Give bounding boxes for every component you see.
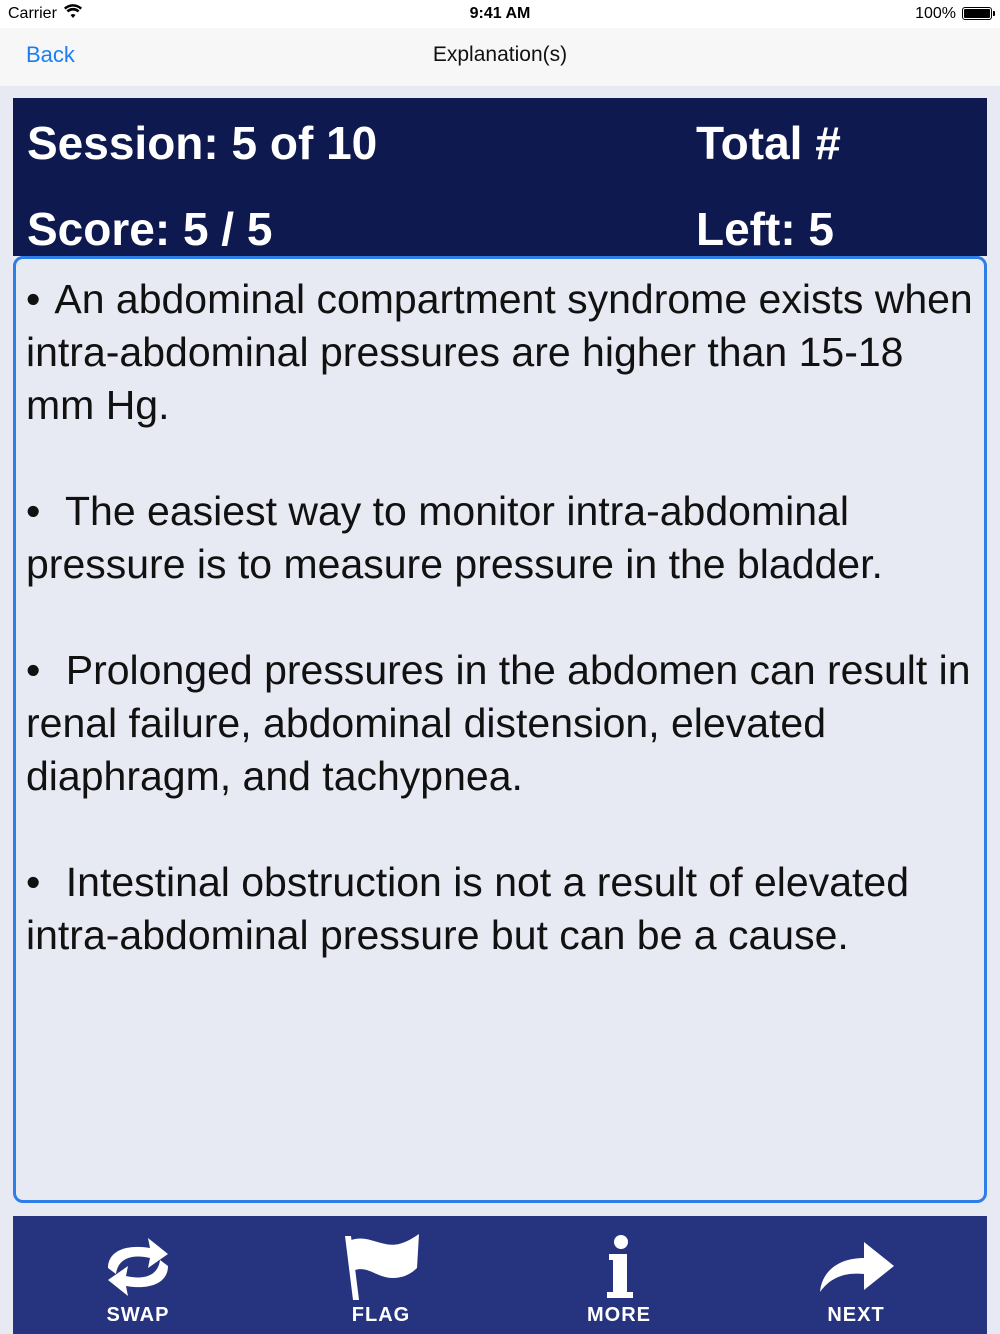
- back-button[interactable]: Back: [26, 42, 75, 67]
- explanation-item: [26, 273, 974, 432]
- total-label: Total #: [696, 117, 841, 169]
- explanation-item: [26, 856, 974, 962]
- swap-button[interactable]: [58, 1216, 218, 1334]
- swap-icon: [98, 1234, 178, 1300]
- carrier-label: Carrier: [8, 5, 57, 22]
- explanation-text: Intestinal obstruction is not a result of elevated intra-abdominal pressure but can be a cause.: [26, 859, 910, 958]
- bullet-icon: •: [26, 647, 41, 693]
- session-header: [13, 98, 987, 256]
- bottom-toolbar: [13, 1216, 987, 1334]
- more-label: MORE: [587, 1304, 651, 1326]
- bullet-icon: •: [26, 859, 41, 905]
- session-counter: Session: 5 of 10: [27, 117, 378, 169]
- bullet-icon: •: [26, 488, 41, 534]
- questions-left-label: Left: 5: [696, 203, 834, 255]
- bullet-icon: •: [26, 276, 41, 322]
- flag-button[interactable]: [301, 1216, 461, 1334]
- explanation-text: An abdominal compartment syndrome exists when intra-abdominal pressures are higher than 15-18 mm Hg.: [26, 276, 973, 428]
- flag-icon: [341, 1234, 421, 1300]
- next-button[interactable]: [776, 1216, 936, 1334]
- explanation-item: [26, 644, 974, 803]
- flag-label: FLAG: [351, 1304, 411, 1326]
- more-button[interactable]: [539, 1216, 699, 1334]
- status-bar: [0, 0, 1000, 28]
- info-icon: [579, 1234, 659, 1300]
- score-label: Score: 5 / 5: [27, 203, 273, 255]
- page-title: Explanation(s): [432, 43, 568, 66]
- battery-percentage: 100%: [915, 5, 956, 22]
- arrow-right-icon: [816, 1234, 896, 1300]
- explanation-text: The easiest way to monitor intra-abdominal pressure is to measure pressure in the bladder.: [26, 488, 883, 587]
- explanation-item: [26, 485, 974, 591]
- navigation-bar: [0, 28, 1000, 86]
- battery-icon: [962, 7, 992, 20]
- explanation-text: Prolonged pressures in the abdomen can result in renal failure, abdominal distension, elevated diaphragm, and tachypnea.: [26, 647, 971, 799]
- swap-label: SWAP: [106, 1304, 170, 1326]
- next-label: NEXT: [827, 1304, 885, 1326]
- clock: 9:41 AM: [469, 5, 531, 22]
- explanation-panel[interactable]: [13, 256, 987, 1203]
